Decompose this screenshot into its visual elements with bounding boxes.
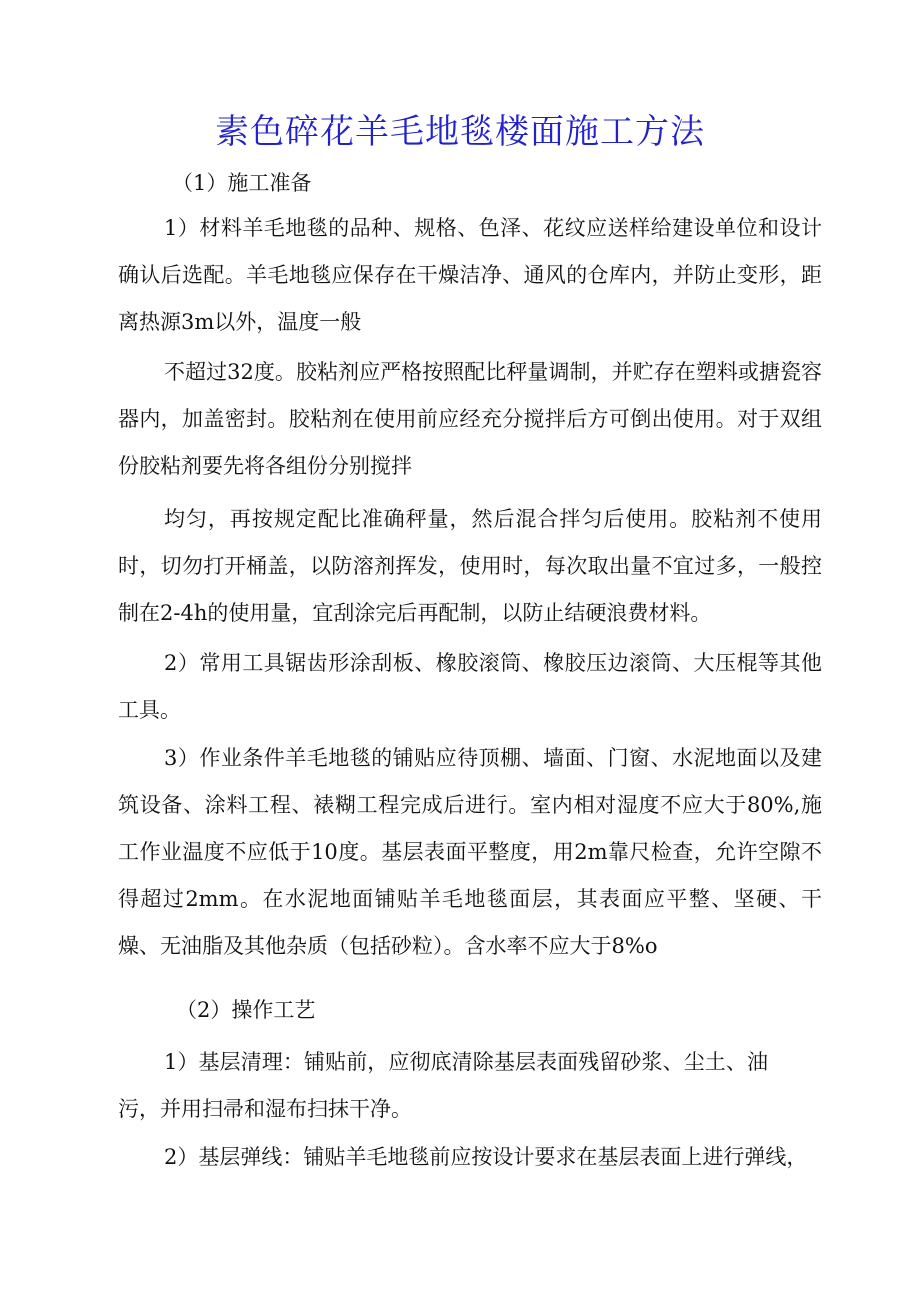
paragraph: 1）材料羊毛地毯的品种、规格、色泽、花纹应送样给建设单位和设计确认后选配。羊毛地毯应保存在干燥洁净、通风的仓库内，并防止变形，距离热源3m以外，温度一般 (118, 216, 822, 334)
paragraph: 1）基层清理：铺贴前，应彻底清除基层表面残留砂浆、尘土、油污，并用扫帚和湿布扫抹干净。 (118, 1050, 768, 1121)
paragraph: 不超过32度。胶粘剂应严格按照配比秤量调制，并贮存在塑料或搪瓷容器内，加盖密封。胶粘剂在使用前应经充分搅拌后方可倒出使用。对于双组份胶粘剂要先将各组份分别搅拌 (118, 360, 822, 478)
paragraph: 均匀，再按规定配比准确秤量，然后混合拌匀后使用。胶粘剂不使用时，切勿打开桶盖，以防溶剂挥发，使用时，每次取出量不宜过多，一般控制在2-4h的使用量，宜刮涂完后再配制，以防止结硬浪费材料。 (118, 507, 822, 625)
section-heading-process: （2）操作工艺 (176, 998, 316, 1022)
paragraph: 2）基层弹线：铺贴羊毛地毯前应按设计要求在基层表面上进行弹线， (164, 1145, 808, 1169)
paragraph: 3）作业条件羊毛地毯的铺贴应待顶棚、墙面、门窗、水泥地面以及建筑设备、涂料工程、裱糊工程完成后进行。室内相对湿度不应大于80%,施工作业温度不应低于10度。基层表面平整度，用2m靠尺检查，允许空隙不得超过2mm。在水泥地面铺贴羊毛地毯面层，其表面应平整、坚硬、干燥、无油脂及其他杂质（包括砂粒）。含水率不应大于8%o (118, 746, 822, 958)
section-heading-prep: （1）施工准备 (172, 171, 312, 195)
document-title: 素色碎花羊毛地毯楼面施工方法 (215, 112, 705, 152)
paragraph: 2）常用工具锯齿形涂刮板、橡胶滚筒、橡胶压边滚筒、大压棍等其他工具。 (118, 651, 822, 722)
